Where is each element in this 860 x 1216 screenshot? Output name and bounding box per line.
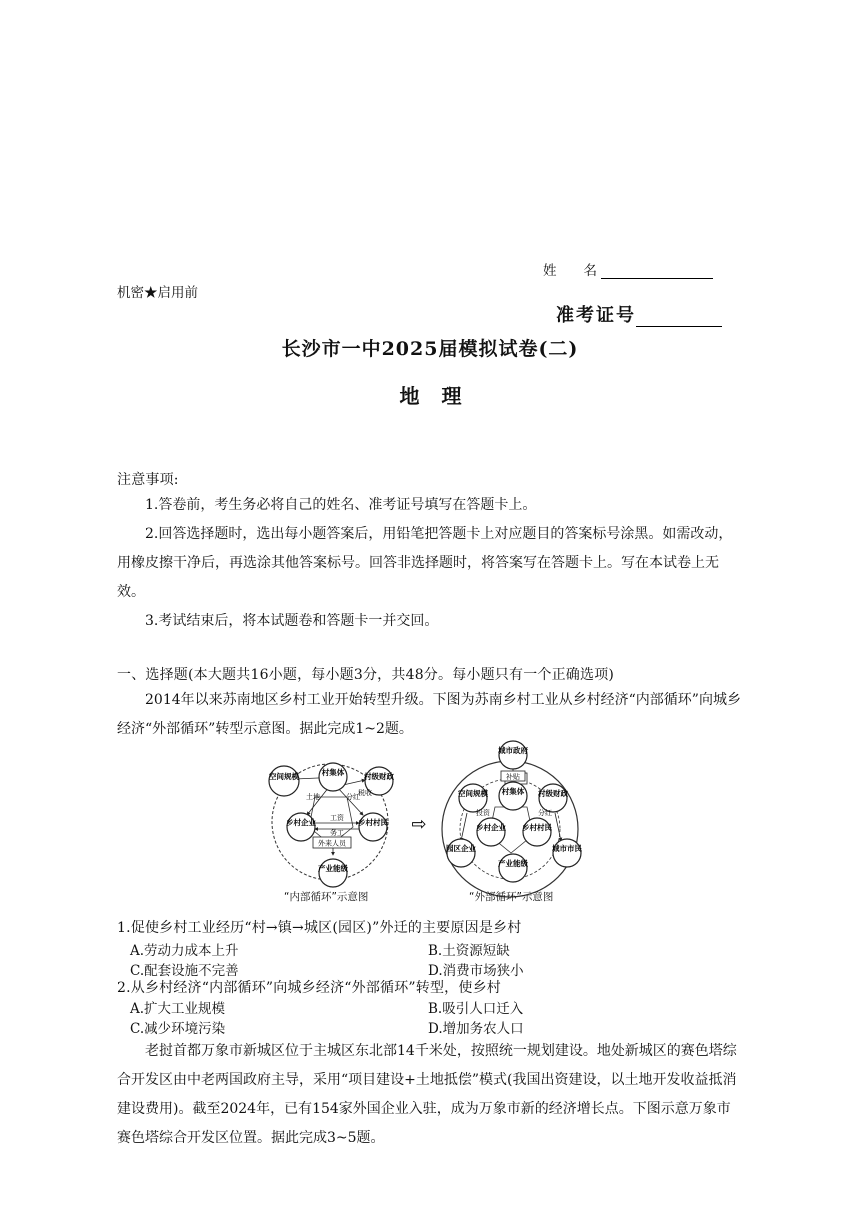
label-subsidy: 补贴 — [506, 773, 520, 781]
q2-option-d: D.增加务农人口 — [428, 1021, 524, 1037]
q2-option-c: C.减少环境污染 — [130, 1021, 226, 1037]
node-park: 园区企业 — [446, 844, 476, 853]
node-villager: 乡村村民 — [358, 818, 388, 827]
q1-option-d: D.消费市场狭小 — [428, 963, 524, 979]
label-wage: 工资 — [330, 814, 344, 822]
label-dividend-2: 分红 — [538, 809, 552, 817]
section-heading: 一、选择题(本大题共16小题，每小题3分，共48分。每小题只有一个正确选项) — [117, 667, 615, 683]
notes-heading: 注意事项: — [117, 472, 179, 488]
q1-option-a: A.劳动力成本上升 — [130, 943, 239, 959]
node-enterprise-2: 乡村企业 — [476, 823, 506, 832]
name-blank — [601, 264, 713, 279]
node-collective-2: 村集体 — [501, 787, 525, 796]
node-industry: 产业能级 — [318, 864, 348, 873]
node-space: 空间规模 — [269, 772, 299, 781]
node-enterprise: 乡村企业 — [286, 818, 316, 827]
node-finance-2: 村级财政 — [538, 789, 568, 798]
node-citizen: 城市市民 — [552, 844, 582, 853]
label-dividend: 分红 — [346, 793, 360, 801]
exam-number-label: 准考证号 — [556, 305, 636, 326]
exam-number-field — [556, 301, 722, 327]
notes-item-2: 2.回答选择题时，选出每小题答案后，用铅笔把答题卡上对应题目的答案标号涂黑。如需改动，用橡皮擦干净后，再选涂其他答案标号。回答非选择题时，将答案写在答题卡上。写在本试卷上无效。 — [117, 526, 733, 600]
exam-number-blank — [636, 306, 722, 327]
q2-option-b: B.吸引人口迁入 — [428, 1001, 524, 1017]
node-industry-2: 产业能级 — [498, 859, 528, 868]
caption-internal: “内部循环”示意图 — [284, 891, 369, 903]
node-space-2: 空间规模 — [458, 789, 488, 798]
notes-item-3: 3.考试结束后，将本试题卷和答题卡一并交回。 — [145, 613, 439, 629]
node-finance: 村级财政 — [364, 772, 394, 781]
confidential-label: 机密★启用前 — [117, 285, 198, 301]
q2-option-a: A.扩大工业规模 — [130, 1001, 226, 1017]
caption-external: “外部循环”示意图 — [469, 891, 554, 903]
name-label: 姓 名 — [543, 263, 597, 279]
node-villager-2: 乡村村民 — [522, 823, 552, 832]
label-tax: 税收 — [358, 789, 372, 797]
name-field — [543, 259, 713, 279]
q1-option-c: C.配套设施不完善 — [130, 963, 239, 979]
transition-arrow: ⇨ — [411, 814, 427, 835]
label-work: 务工 — [330, 829, 344, 837]
label-invest: 投资 — [476, 809, 490, 817]
external-cycle-node-layer — [255, 740, 595, 910]
notes-item-1: 1.答卷前，考生务必将自己的姓名、准考证号填写在答题卡上。 — [145, 497, 537, 513]
question-1: 1.促使乡村工业经历“村→镇→城区(园区)”外迁的主要原因是乡村 — [117, 920, 522, 936]
subject-title: 地理 — [399, 384, 484, 408]
node-collective: 村集体 — [321, 768, 345, 777]
label-outsider: 外来人员 — [318, 839, 346, 848]
question-2: 2.从乡村经济“内部循环”向城乡经济“外部循环”转型，使乡村 — [117, 980, 501, 996]
q1-option-b: B.土资源短缺 — [428, 943, 510, 959]
node-gov: 城市政府 — [498, 746, 528, 755]
exam-title: 长沙市一中2025届模拟试卷(二) — [281, 338, 579, 360]
intro-paragraph-2: 老挝首都万象市新城区位于主城区东北部14千米处，按照统一规划建设。地处新城区的赛色塔综合开发区由中老两国政府主导，采用“项目建设+土地抵偿”模式(我国出资建设，以土地开发收益抵消建设费用)。截至2024年，已有154家外国企业入驻，成为万象市新的经济增长点。下图示意万象市赛色塔综合开发区位置。据此完成3~5题。 — [117, 1043, 737, 1146]
label-land: 土地 — [306, 793, 320, 801]
intro-paragraph-1: 2014年以来苏南地区乡村工业开始转型升级。下图为苏南乡村工业从乡村经济“内部循环”向城乡经济“外部循环”转型示意图。据此完成1~2题。 — [117, 692, 741, 737]
